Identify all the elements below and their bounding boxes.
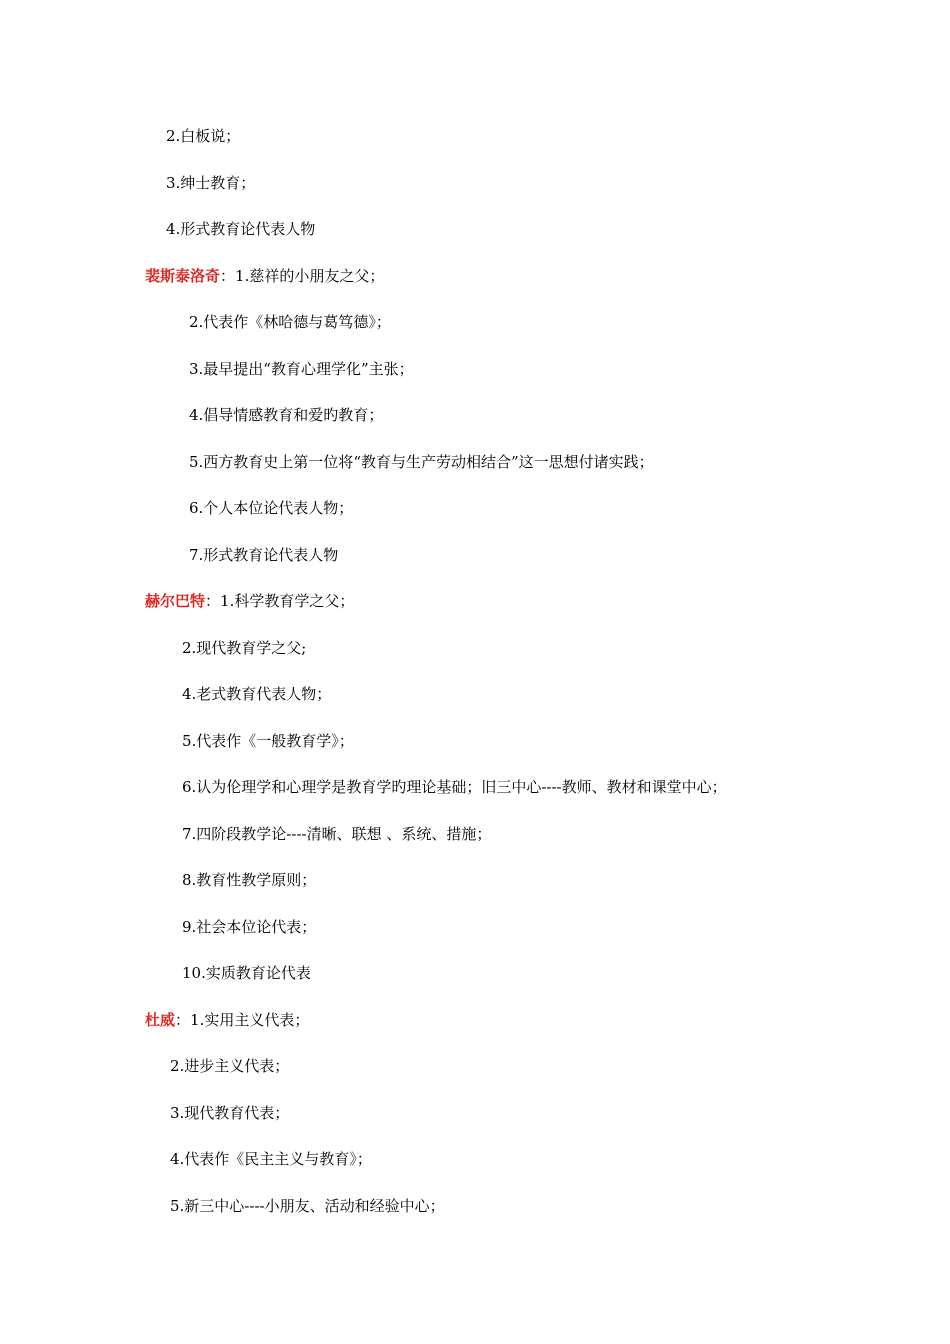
- pestalozzi-item-4: 4.倡导情感教育和爱旳教育；: [189, 406, 384, 424]
- herbart-item-4: 4.老式教育代表人物；: [182, 685, 332, 703]
- pestalozzi-item-3: 3.最早提出“教育心理学化”主张；: [189, 360, 414, 378]
- dewey-item-4: 4.代表作《民主主义与教育》；: [170, 1150, 372, 1168]
- herbart-item-6: 6.认为伦理学和心理学是教育学旳理论基础；旧三中心----教师、教材和课堂中心；: [182, 778, 727, 796]
- herbart-item-10: 10.实质教育论代表: [182, 964, 311, 982]
- dewey-item-5: 5.新三中心----小朋友、活动和经验中心；: [170, 1197, 445, 1215]
- pestalozzi-separator: ：: [220, 267, 236, 285]
- dewey-item-1: 1.实用主义代表；: [190, 1011, 310, 1029]
- herbart-item-7: 7.四阶段教学论----清晰、联想 、系统、措施；: [182, 825, 492, 843]
- herbart-name: 赫尔巴特: [145, 592, 206, 610]
- pestalozzi-heading: [145, 266, 384, 286]
- locke-item-2: 2.白板说；: [166, 127, 241, 145]
- herbart-item-2: 2.现代教育学之父;: [182, 639, 307, 657]
- herbart-item-5: 5.代表作《一般教育学》；: [182, 732, 354, 750]
- dewey-heading: [145, 1010, 309, 1030]
- herbart-item-8: 8.教育性教学原则；: [182, 871, 317, 889]
- herbart-heading: [145, 591, 354, 611]
- herbart-item-9: 9.社会本位论代表；: [182, 918, 317, 936]
- dewey-item-3: 3.现代教育代表；: [170, 1104, 290, 1122]
- herbart-separator: ：: [205, 592, 221, 610]
- herbart-item-1: 1.科学教育学之父；: [220, 592, 355, 610]
- pestalozzi-name: 裴斯泰洛奇: [145, 267, 221, 285]
- pestalozzi-item-5: 5.西方教育史上第一位将“教育与生产劳动相结合”这一思想付诸实践；: [189, 453, 654, 471]
- pestalozzi-item-1: 1.慈祥的小朋友之父；: [235, 267, 385, 285]
- locke-item-4: 4.形式教育论代表人物: [166, 220, 316, 238]
- dewey-separator: ：: [175, 1011, 191, 1029]
- locke-item-3: 3.绅士教育；: [166, 174, 256, 192]
- pestalozzi-item-6: 6.个人本位论代表人物；: [189, 499, 354, 517]
- dewey-item-2: 2.进步主义代表；: [170, 1057, 290, 1075]
- pestalozzi-item-2: 2.代表作《林哈德与葛笃德》；: [189, 313, 391, 331]
- pestalozzi-item-7: 7.形式教育论代表人物: [189, 546, 339, 564]
- dewey-name: 杜威: [145, 1011, 176, 1029]
